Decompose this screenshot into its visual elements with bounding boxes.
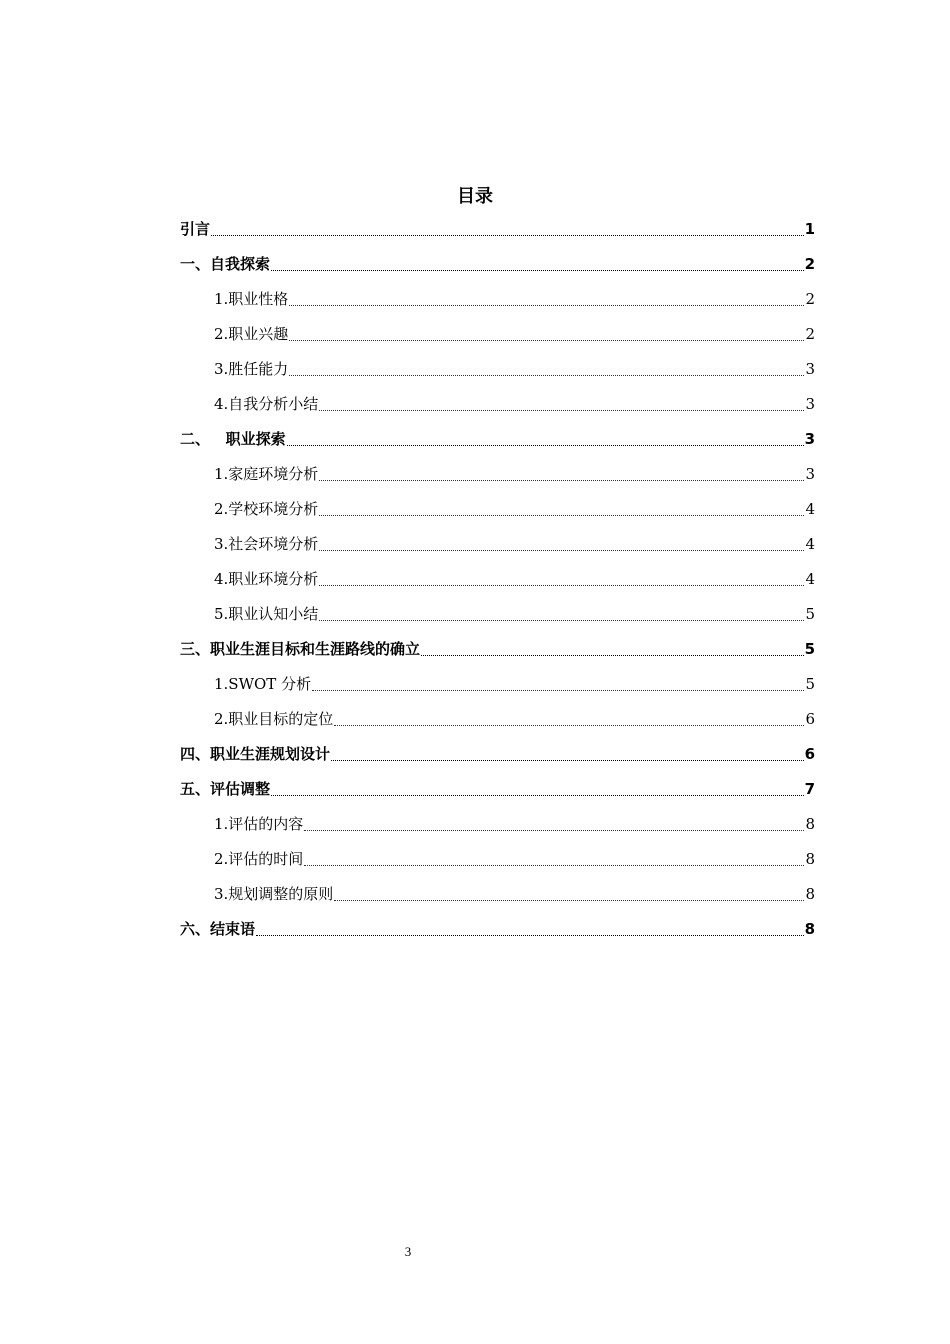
toc-entry-label: 3.胜任能力 bbox=[214, 360, 289, 378]
toc-entry[interactable] bbox=[180, 562, 815, 597]
toc-entry[interactable] bbox=[180, 667, 815, 702]
toc-dot-leader bbox=[334, 899, 804, 901]
toc-entry-page: 7 bbox=[804, 780, 815, 798]
toc-entry-page: 8 bbox=[804, 920, 815, 938]
toc-dot-leader bbox=[289, 374, 804, 376]
toc-entry-page: 1 bbox=[804, 220, 815, 238]
toc-entry[interactable] bbox=[180, 597, 815, 632]
toc-entry-label: 六、结束语 bbox=[180, 920, 256, 938]
toc-entry-label: 4.自我分析小结 bbox=[214, 395, 319, 413]
toc-dot-leader bbox=[289, 304, 804, 306]
toc-entry-page: 8 bbox=[805, 850, 815, 868]
toc-entry-label: 3.社会环境分析 bbox=[214, 535, 319, 553]
toc-entry-page: 2 bbox=[805, 325, 815, 343]
toc-entry[interactable] bbox=[180, 912, 815, 947]
toc-entry-label: 一、自我探索 bbox=[180, 255, 271, 273]
toc-entry-page: 8 bbox=[805, 815, 815, 833]
toc-dot-leader bbox=[319, 409, 804, 411]
toc-entry[interactable] bbox=[180, 492, 815, 527]
toc-entry-label: 二、 职业探索 bbox=[180, 430, 286, 448]
toc-entry-label: 1.家庭环境分析 bbox=[214, 465, 319, 483]
toc-entry[interactable] bbox=[180, 457, 815, 492]
toc-entry[interactable] bbox=[180, 702, 815, 737]
toc-entry-label: 三、职业生涯目标和生涯路线的确立 bbox=[180, 640, 421, 658]
toc-entry[interactable] bbox=[180, 807, 815, 842]
toc-entry-label: 四、职业生涯规划设计 bbox=[180, 745, 331, 763]
toc-entry[interactable] bbox=[180, 282, 815, 317]
toc-entry[interactable] bbox=[180, 527, 815, 562]
toc-dot-leader bbox=[319, 549, 804, 551]
page-number: 3 bbox=[404, 1244, 412, 1259]
toc-dot-leader bbox=[319, 514, 804, 516]
toc-entry-page: 3 bbox=[805, 360, 815, 378]
toc-entry[interactable] bbox=[180, 842, 815, 877]
toc-entry-label: 1.评估的内容 bbox=[214, 815, 304, 833]
toc-dot-leader bbox=[211, 234, 804, 236]
toc-entry-page: 4 bbox=[805, 500, 815, 518]
toc-entry[interactable] bbox=[180, 877, 815, 912]
toc-dot-leader bbox=[334, 724, 804, 726]
toc-entry-page: 4 bbox=[805, 535, 815, 553]
toc-dot-leader bbox=[319, 479, 804, 481]
toc-entry-label: 五、评估调整 bbox=[180, 780, 271, 798]
toc-entry-label: 2.职业目标的定位 bbox=[214, 710, 334, 728]
toc-entry[interactable] bbox=[180, 632, 815, 667]
toc-entry-page: 3 bbox=[805, 465, 815, 483]
toc-entry-label: 1.职业性格 bbox=[214, 290, 289, 308]
toc-entry-label: 2.学校环境分析 bbox=[214, 500, 319, 518]
toc-entry-page: 6 bbox=[805, 710, 815, 728]
toc-entry[interactable] bbox=[180, 247, 815, 282]
toc-title: 目录 bbox=[457, 186, 493, 207]
toc-entry-page: 2 bbox=[804, 255, 815, 273]
toc-entry-label: 引言 bbox=[180, 220, 211, 238]
toc-entry[interactable] bbox=[180, 352, 815, 387]
toc-entry-page: 6 bbox=[804, 745, 815, 763]
toc-dot-leader bbox=[319, 584, 804, 586]
toc-entry-label: 5.职业认知小结 bbox=[214, 605, 319, 623]
toc-entry-page: 3 bbox=[805, 395, 815, 413]
toc-entry[interactable] bbox=[180, 737, 815, 772]
toc-entry-page: 5 bbox=[804, 640, 815, 658]
toc-entry-label: 3.规划调整的原则 bbox=[214, 885, 334, 903]
toc-entry-page: 4 bbox=[805, 570, 815, 588]
toc-dot-leader bbox=[319, 619, 804, 621]
toc-entry-page: 3 bbox=[804, 430, 815, 448]
toc-entry[interactable] bbox=[180, 387, 815, 422]
toc-entry[interactable] bbox=[180, 422, 815, 457]
toc-entry[interactable] bbox=[180, 212, 815, 247]
toc-dot-leader bbox=[271, 794, 804, 796]
toc-dot-leader bbox=[256, 934, 804, 936]
toc-entry-label: 2.评估的时间 bbox=[214, 850, 304, 868]
toc-entry-label: 4.职业环境分析 bbox=[214, 570, 319, 588]
toc-entry-label: 1.SWOT 分析 bbox=[214, 675, 312, 693]
toc-entry[interactable] bbox=[180, 317, 815, 352]
toc-dot-leader bbox=[289, 339, 804, 341]
toc-entry-page: 8 bbox=[805, 885, 815, 903]
toc-dot-leader bbox=[287, 444, 804, 446]
toc-entry-label: 2.职业兴趣 bbox=[214, 325, 289, 343]
toc-entry-page: 5 bbox=[805, 675, 815, 693]
toc-dot-leader bbox=[304, 829, 804, 831]
toc-dot-leader bbox=[331, 759, 804, 761]
toc-dot-leader bbox=[271, 269, 804, 271]
toc-entry-page: 5 bbox=[805, 605, 815, 623]
toc-entry-page: 2 bbox=[805, 290, 815, 308]
toc-entry[interactable] bbox=[180, 772, 815, 807]
toc-dot-leader bbox=[304, 864, 804, 866]
toc-dot-leader bbox=[421, 654, 804, 656]
toc-dot-leader bbox=[312, 689, 804, 691]
table-of-contents bbox=[180, 212, 815, 947]
